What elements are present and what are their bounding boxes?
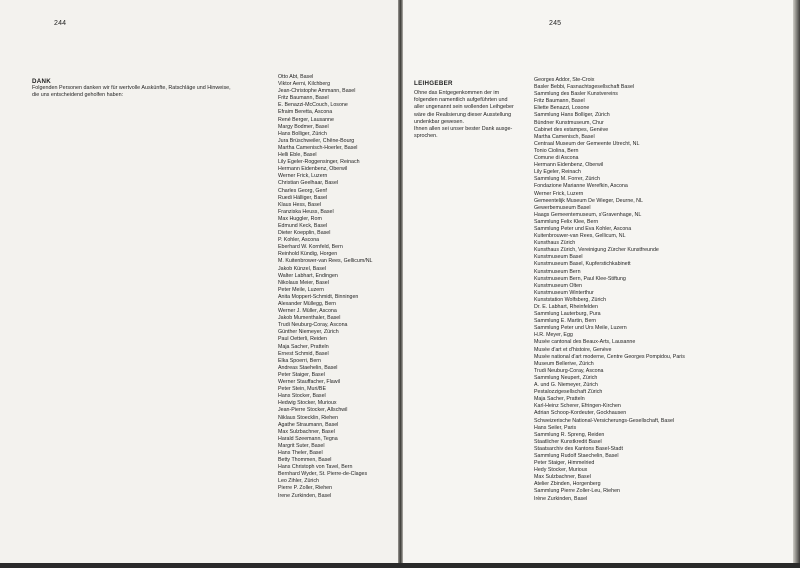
thanks-name-item: Reinhold Kündig, Horgen <box>278 251 338 258</box>
lender-item: Sammlung Hans Bolliger, Zürich <box>534 112 610 119</box>
thanks-name-item: Werner Stauffacher, Flawil <box>278 379 340 386</box>
thanks-name-item: Margy Bodmer, Basel <box>278 123 329 130</box>
lender-item: Sammlung R. Spreng, Reiden <box>534 431 605 438</box>
lender-item: Martha Camenisch, Basel <box>534 133 595 140</box>
thanks-name-item: Werner Frick, Luzern <box>278 173 328 180</box>
thanks-name-item: Jakob Künzel, Basel <box>278 265 326 272</box>
lender-item: Cabinet des estampes, Genève <box>534 126 609 133</box>
thanks-name-item: Ruedi Hälliger, Basel <box>278 194 328 201</box>
thanks-name-item: Peter Staiger, Basel <box>278 371 325 378</box>
lender-item: Kunstmuseum Bern, Paul Klee-Stiftung <box>534 275 626 282</box>
thanks-name-item: P. Kohler, Ascona <box>278 237 320 244</box>
section-heading-dank: DANK <box>32 78 52 85</box>
lender-item: Gewerbemuseum Basel <box>534 204 591 211</box>
thanks-name-item: Dieter Koepplin, Basel <box>278 230 331 237</box>
thanks-name-item: Bernhard Wyder, St. Pierre-de-Clages <box>278 471 368 478</box>
book-bottom-edge <box>0 563 800 568</box>
lender-item: Irène Zurkinden, Basel <box>534 495 588 502</box>
lender-item: Kunstmuseum Olten <box>534 282 582 289</box>
thanks-name-item: Anita Moppert-Schmidt, Binningen <box>278 293 359 300</box>
section-heading-leihgeber: LEIHGEBER <box>414 80 453 87</box>
thanks-name-item: Alexander Müllegg, Bern <box>278 301 337 307</box>
thanks-name-item: Hans Bolliger, Zürich <box>278 130 327 137</box>
lender-item: Kunststation Wolfsberg, Zürich <box>534 296 607 303</box>
lender-item: Kunsthaus Zürich <box>534 240 576 247</box>
lender-item: Sammlung Peter und Urs Meile, Luzern <box>534 325 627 332</box>
thanks-name-item: Trudi Neuburg-Coray, Ascona <box>278 322 348 329</box>
book-right-edge <box>793 0 800 568</box>
thanks-name-item: Helli Eble, Basel <box>278 152 317 159</box>
page-number: 245 <box>549 20 562 27</box>
lender-item: Werner Frick, Luzern <box>534 190 584 197</box>
thanks-name-item: Lily Egeler-Roggensinger, Reinach <box>278 159 360 166</box>
thanks-name-item: Max Huggler, Rom <box>278 215 322 222</box>
lender-item: Fritz Baumann, Basel <box>534 98 585 105</box>
lender-item: Lily Egeler, Reinach <box>534 169 581 176</box>
lender-item: Sammlung Lauterburg, Pura <box>534 311 601 318</box>
lender-item: Maja Sacher, Pratteln <box>534 396 585 403</box>
lender-item: Musée national d'art moderne, Centre Georges Pompidou, Paris <box>534 353 685 360</box>
thanks-name-item: Niklaus Stoecklin, Riehen <box>278 414 339 421</box>
lender-item: Sammlung Pierre Zoller-Leu, Riehen <box>534 488 620 495</box>
thanks-intro-text: Folgenden Personen danken wir für wertvolle Auskünfte, Ratschläge und Hinweise, die uns entscheidend geholfen haben: <box>32 85 231 99</box>
lender-item: Fondazione Marianne Werefkin, Ascona <box>534 183 628 190</box>
thanks-name-item: Ernest Schmid, Basel <box>278 350 329 357</box>
thanks-name-item: Agathe Straumann, Basel <box>278 421 339 428</box>
lender-item: Atelier Zbinden, Horgenberg <box>534 481 601 488</box>
thanks-name-item: Jean-Christophe Ammann, Basel <box>278 88 356 95</box>
lender-item: Schweizerische National-Versicherungs-Gesellschaft, Basel <box>534 417 675 424</box>
lender-item: Georges Addor, Ste-Croix <box>534 77 595 83</box>
lender-item: Staatlicher Kunstkredit Basel <box>534 438 602 445</box>
lender-item: Peter Staiger, Himmelried <box>534 460 595 467</box>
thanks-name-item: Fritz Baumann, Basel <box>278 95 329 102</box>
lender-item: Karl-Heinz Scherer, Efringen-Kirchen <box>534 403 621 410</box>
lender-item: Adrian Schoop-Kordeuter, Gockhausen <box>534 410 627 417</box>
lender-item: Max Sulzbachner, Basel <box>534 474 591 481</box>
lender-item: Bündner Kunstmuseum, Chur <box>534 119 604 126</box>
right-page <box>403 0 793 563</box>
lender-item: Basler Bebbi, Fasnachtsgesellschaft Basel <box>534 84 635 91</box>
thanks-name-item: Efraim Beretta, Ascona <box>278 109 333 116</box>
thanks-name-item: Charles Georg, Genf <box>278 187 327 194</box>
thanks-name-item: Hans Theler, Basel <box>278 449 323 456</box>
lender-item: Sammlung des Basler Kunstvereins <box>534 91 618 98</box>
thanks-name-item: Otto Abt, Basel <box>278 74 314 80</box>
thanks-name-item: Günther Niemeyer, Zürich <box>278 329 339 336</box>
lender-item: Kunstmuseum Basel, Kupferstichkabinett <box>534 261 631 268</box>
lender-item: Sammlung Rudolf Staechelin, Basel <box>534 452 619 459</box>
lender-item: Kunstmuseum Bern <box>534 268 581 275</box>
lender-item: Sammlung Neupert, Zürich <box>534 374 598 381</box>
lender-item: Musée cantonal des Beaux-Arts, Lausanne <box>534 339 636 346</box>
lender-item: A. und G. Niemeyer, Zürich <box>534 382 598 389</box>
lender-item: Centraal Museum der Gemeente Utrecht, NL <box>534 140 640 147</box>
lender-item: Comune di Ascona <box>534 155 579 162</box>
thanks-name-item: Peter Meile, Luzern <box>278 286 324 293</box>
thanks-name-item: Paul Oetterli, Reiden <box>278 336 327 343</box>
lender-item: Kunstmuseum Winterthur <box>534 289 594 296</box>
lender-item: Kunsthaus Zürich, Vereinigung Zürcher Kunstfreunde <box>534 247 659 254</box>
thanks-name-item: Edmund Keck, Basel <box>278 222 328 229</box>
thanks-name-item: Jean-Pierre Stocker, Allschwil <box>278 407 348 414</box>
lender-item: H.R. Meyer, Egg <box>534 332 573 339</box>
thanks-name-item: Leo Zihler, Zürich <box>278 478 319 485</box>
thanks-name-item: Hedwig Stocker, Murioux <box>278 400 337 407</box>
thanks-name-item: E. Benazzi-McCouch, Losone <box>278 102 348 109</box>
thanks-name-item: Walter Labhart, Endingen <box>278 272 338 279</box>
thanks-name-item: Jakob Mumenthaler, Basel <box>278 315 341 322</box>
thanks-name-list <box>278 74 373 500</box>
thanks-name-item: Martha Camenisch-Hoerler, Basel <box>278 144 358 151</box>
thanks-name-item: Hans Christoph von Tavel, Bern <box>278 464 353 471</box>
thanks-name-item: Franziska Heuss, Basel <box>278 208 334 215</box>
thanks-name-item: Margrit Suter, Basel <box>278 442 325 449</box>
thanks-name-item: Viktor Aerni, Kilchberg <box>278 81 331 88</box>
thanks-name-item: Max Sulzbachner, Basel <box>278 428 335 435</box>
thanks-name-item: Jura Brüschweiler, Chêne-Bourg <box>278 137 355 144</box>
thanks-name-item: Irene Zurkinden, Basel <box>278 492 332 499</box>
lender-item: Pestalozzigesellschaft Zürich <box>534 389 603 396</box>
thanks-name-item: Peter Stein, Muri/BE <box>278 386 326 393</box>
left-page <box>0 0 398 563</box>
thanks-name-item: Werner J. Müller, Ascona <box>278 308 337 315</box>
lender-item: Sammlung Felix Klee, Bern <box>534 218 599 225</box>
lender-item: Dr. E. Labhart, Rheinfelden <box>534 304 598 310</box>
lender-item: Hans Seiler, Paris <box>534 424 577 431</box>
lender-item: Kunstmuseum Basel <box>534 254 583 261</box>
thanks-name-item: Eberhard W. Kornfeld, Bern <box>278 244 343 251</box>
lender-item: Hedy Stocker, Murioux <box>534 467 588 474</box>
lender-item: Staatsarchiv des Kantons Basel-Stadt <box>534 445 623 452</box>
lender-item: Hermann Eidenbenz, Oberwil <box>534 162 604 169</box>
lender-item: Kuitenbrouwer-van Rees, Gellicum, NL <box>534 233 626 240</box>
lender-item: Trudi Neuburg-Coray, Ascona <box>534 367 604 374</box>
lender-item: Sammlung M. Forrer, Zürich <box>534 176 600 183</box>
lender-item: Gemeentelijk Museum De Wieger, Deurne, NL <box>534 197 643 204</box>
thanks-name-item: Nikolaus Meier, Basel <box>278 279 329 286</box>
thanks-name-item: Maja Sacher, Pratteln <box>278 343 329 350</box>
lender-item: Sammlung Peter und Eva Kohler, Ascona <box>534 225 632 232</box>
thanks-name-item: Elka Spoerri, Bern <box>278 357 321 364</box>
lender-item: Eliette Benazzi, Losone <box>534 105 590 112</box>
thanks-name-item: Harald Szeemann, Tegna <box>278 435 338 442</box>
thanks-name-item: Klaus Hess, Basel <box>278 201 321 208</box>
thanks-name-item: René Berger, Lausanne <box>278 116 334 123</box>
thanks-name-item: Andreas Staehelin, Basel <box>278 364 338 371</box>
thanks-name-item: Hermann Eidenbenz, Oberwil <box>278 166 348 173</box>
lender-item: Musée d'art et d'histoire, Genève <box>534 346 612 353</box>
lender-item: Sammlung E. Martin, Bern <box>534 318 597 325</box>
thanks-name-item: Christian Geelhaar, Basel <box>278 180 339 187</box>
thanks-name-item: Hans Stocker, Basel <box>278 393 326 400</box>
lenders-list <box>534 77 685 503</box>
thanks-name-item: Betty Thommen, Basel <box>278 457 332 464</box>
lender-item: Museum Bellerive, Zürich <box>534 360 594 367</box>
page-number: 244 <box>54 20 67 27</box>
lender-item: Tonio Ciolina, Bern <box>534 147 579 154</box>
lender-item: Haags Gemeentemuseum, s'Gravenhage, NL <box>534 211 642 218</box>
lenders-intro-text: Ohne das Entgegenkommen der im folgenden namentlich aufgeführten und aller ungenannt sein wollenden Leihgeber wäre die Realisierung dieser Ausstellung undenkbar gewesen. Ihnen allen sei unser bester Dank ausge- sprochen. <box>414 90 514 140</box>
thanks-name-item: M. Kuitenbrower-van Rees, Gellicum/NL <box>278 258 373 265</box>
thanks-name-item: Pierre P. Zoller, Riehen <box>278 485 333 492</box>
